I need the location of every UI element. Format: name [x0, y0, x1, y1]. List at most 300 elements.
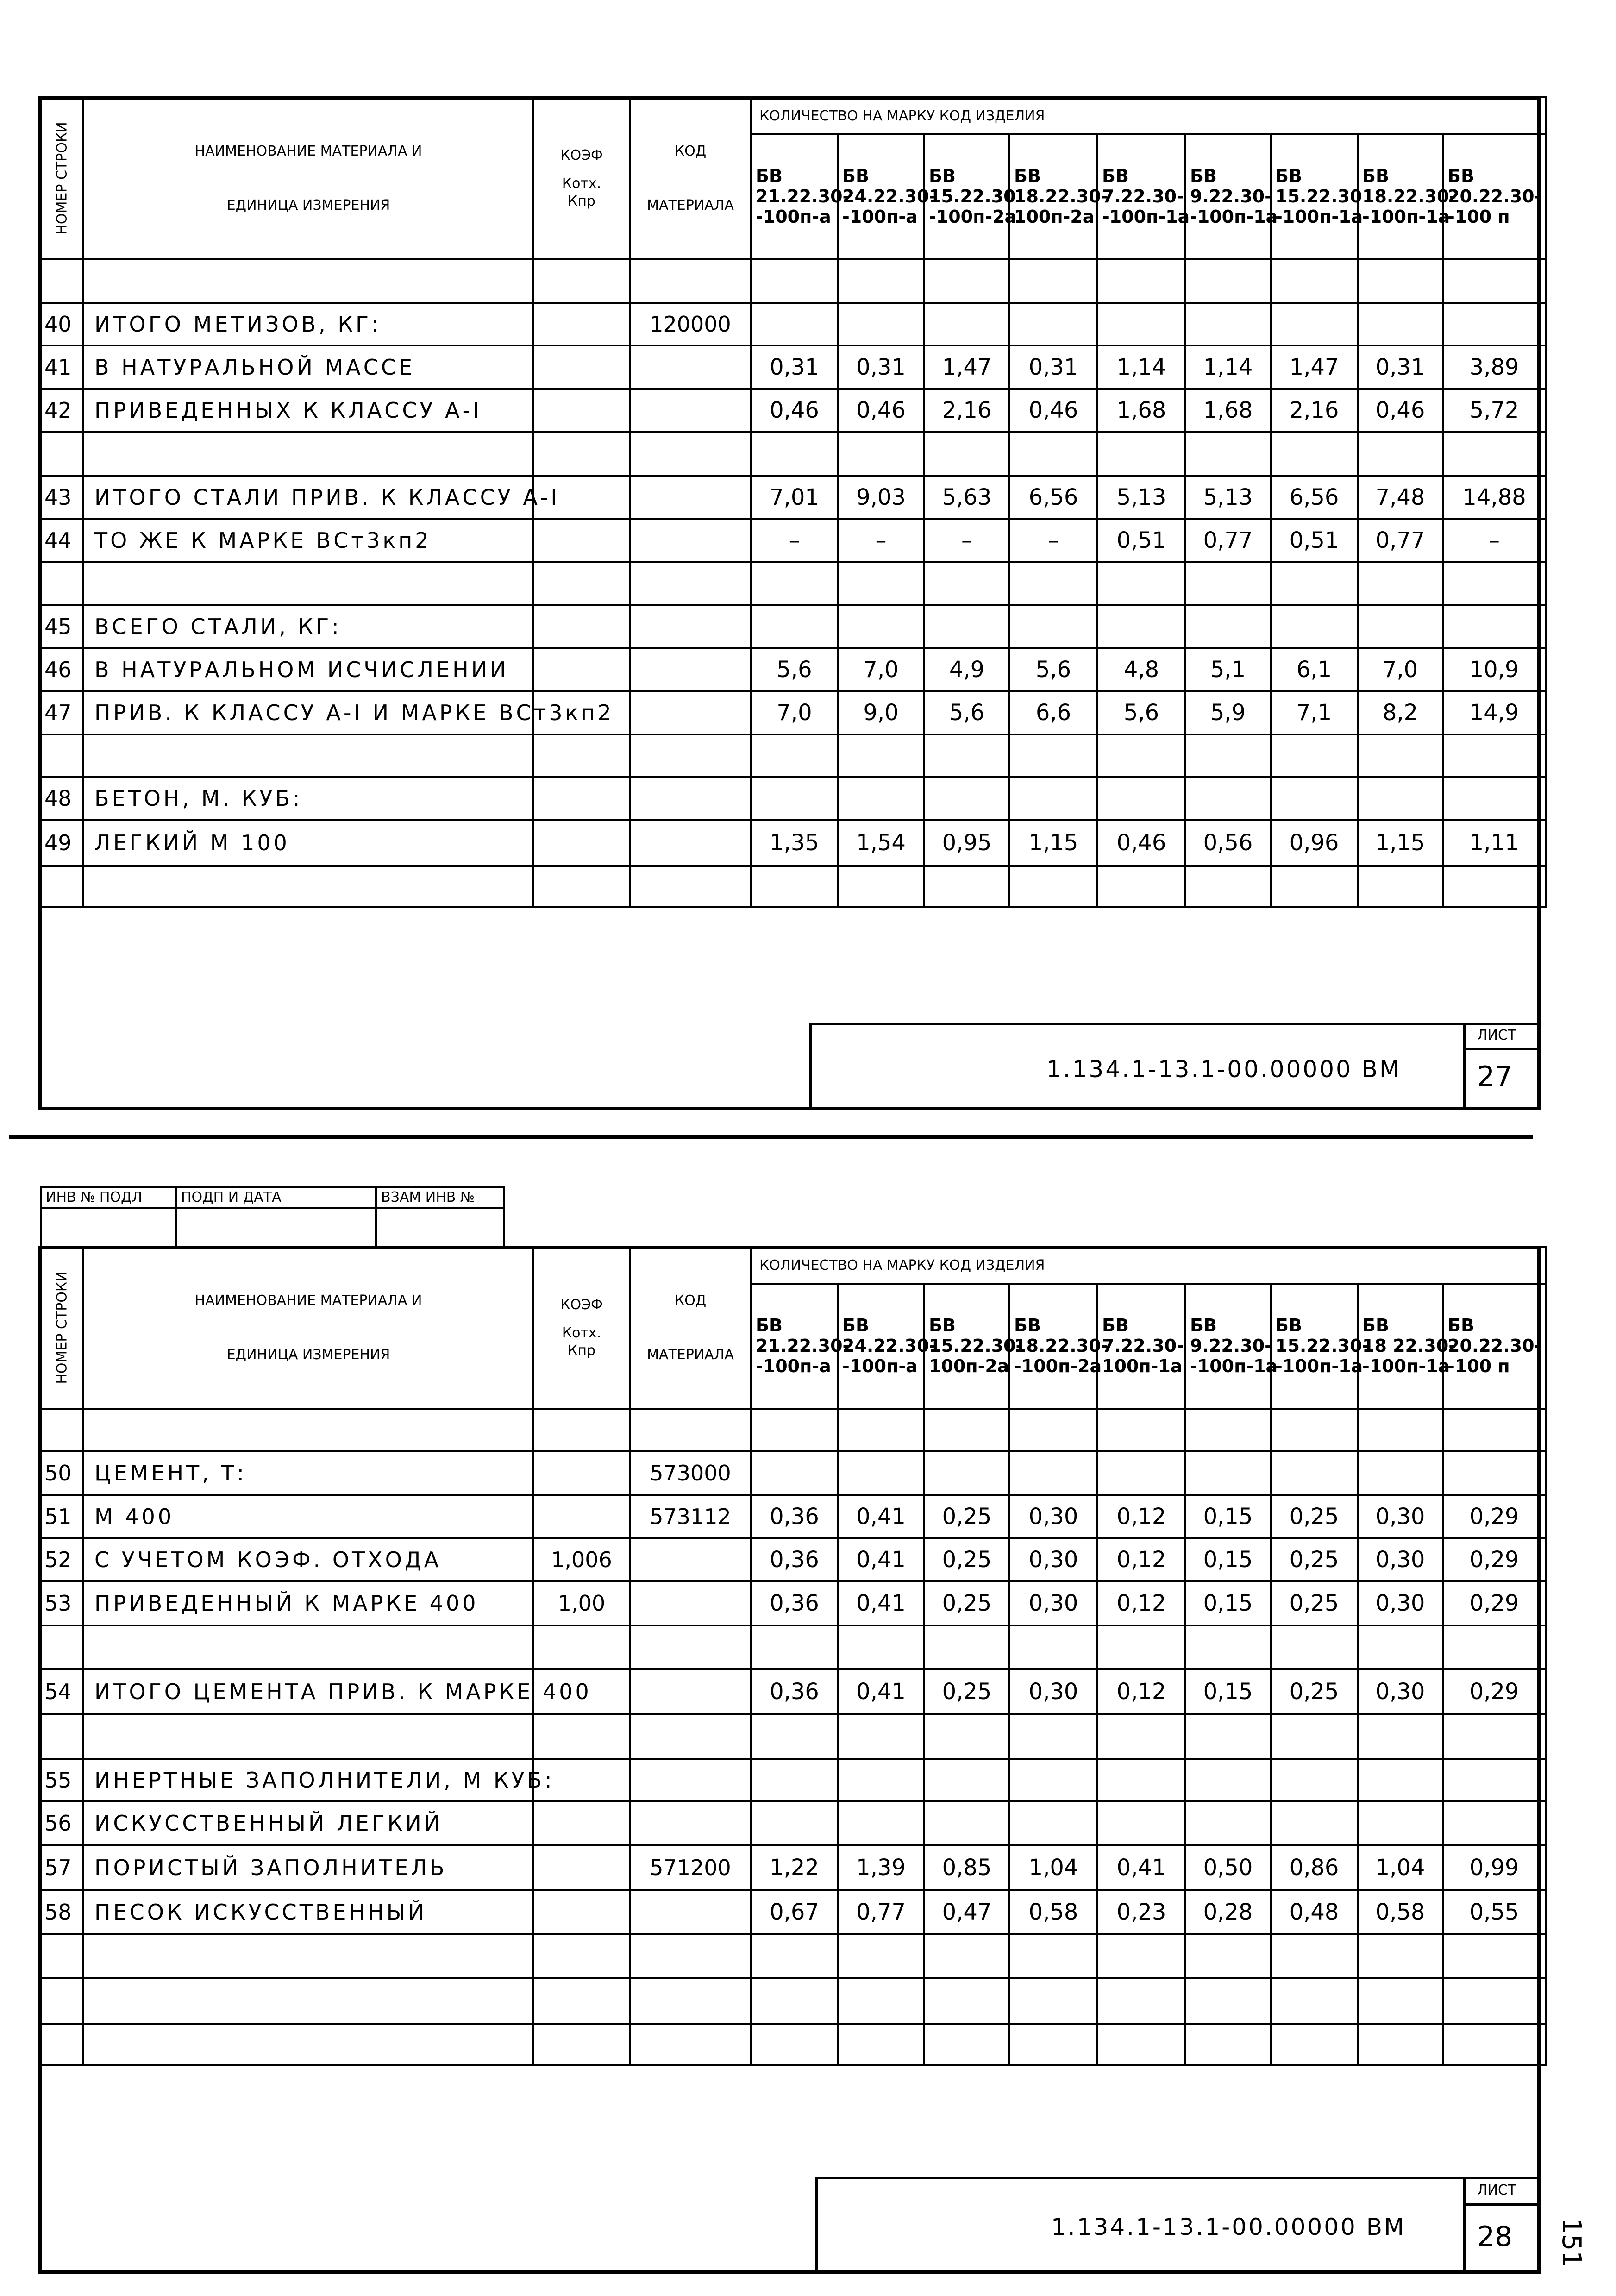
quantity-cell: 0,29 — [1443, 1581, 1546, 1625]
quantity-cell — [751, 562, 838, 605]
quantity-cell: 0,58 — [1009, 1890, 1097, 1934]
quantity-cell — [838, 1625, 924, 1669]
row-number-cell: 56 — [41, 1801, 83, 1845]
quantity-cell: 0,15 — [1185, 1669, 1271, 1714]
material-name-header: НАИМЕНОВАНИЕ МАТЕРИАЛА И ЕДИНИЦА ИЗМЕРЕНИЯ — [83, 97, 533, 259]
quantity-cell: 1,22 — [751, 1845, 838, 1890]
coefficient-header: КОЭФ Котх. Кпр — [533, 97, 630, 259]
quantity-cell — [1358, 1409, 1443, 1451]
material-code-cell — [630, 648, 751, 691]
quantity-cell — [924, 1978, 1009, 2024]
quantity-cell: 0,30 — [1358, 1495, 1443, 1538]
quantity-cell: 0,51 — [1097, 519, 1185, 562]
material-name-cell — [83, 1625, 533, 1669]
quantity-cell: 0,30 — [1009, 1538, 1097, 1581]
quantity-cell: 0,55 — [1443, 1890, 1546, 1934]
quantity-cell — [1185, 1714, 1271, 1759]
quantity-cell — [1271, 1409, 1358, 1451]
quantity-cell: 1,04 — [1009, 1845, 1097, 1890]
quantity-cell — [838, 259, 924, 303]
coefficient-cell — [533, 1934, 630, 1978]
coefficient-cell — [533, 389, 630, 432]
quantity-cell: – — [924, 519, 1009, 562]
quantity-cell — [1185, 1801, 1271, 1845]
quantity-cell — [751, 303, 838, 345]
quantity-cell — [1009, 2024, 1097, 2065]
inventory-no-cell: ИНВ № ПОДЛ — [41, 1187, 176, 1208]
sheet-28-table — [40, 1246, 1547, 2066]
quantity-cell: 9,03 — [838, 476, 924, 519]
quantity-cell: 0,31 — [838, 345, 924, 389]
quantity-cell: 5,13 — [1097, 476, 1185, 519]
product-mark-header: БВ 15.22.30 -100п-2а — [924, 134, 1009, 259]
quantity-cell: 0,96 — [1271, 820, 1358, 866]
quantity-cell: 3,89 — [1443, 345, 1546, 389]
quantity-cell — [1009, 432, 1097, 476]
quantity-cell: 0,30 — [1358, 1669, 1443, 1714]
quantity-cell: 5,6 — [1009, 648, 1097, 691]
quantity-cell: 0,85 — [924, 1845, 1009, 1890]
signature-date-cell: ПОДП И ДАТА — [176, 1187, 376, 1208]
quantity-cell — [1443, 1801, 1546, 1845]
quantity-cell — [1185, 777, 1271, 820]
quantity-cell — [751, 432, 838, 476]
coefficient-cell — [533, 2024, 630, 2065]
material-code-cell: 571200 — [630, 1845, 751, 1890]
coefficient-cell — [533, 345, 630, 389]
quantity-cell: 1,47 — [924, 345, 1009, 389]
quantity-cell: 0,46 — [751, 389, 838, 432]
quantity-cell: – — [1009, 519, 1097, 562]
quantity-cell — [1271, 1714, 1358, 1759]
quantity-cell — [751, 777, 838, 820]
material-code-cell — [630, 1581, 751, 1625]
sheet-28-document-code: 1.134.1-13.1-00.00000 ВМ — [1051, 2214, 1406, 2240]
quantity-cell — [924, 1625, 1009, 1669]
quantity-cell — [1358, 777, 1443, 820]
row-number-cell — [41, 1625, 83, 1669]
material-name-cell: ИСКУССТВЕННЫЙ ЛЕГКИЙ — [83, 1801, 533, 1845]
table-row — [41, 820, 1546, 866]
quantity-cell — [1443, 1714, 1546, 1759]
quantity-cell — [1097, 2024, 1185, 2065]
material-name-cell: ПЕСОК ИСКУССТВЕННЫЙ — [83, 1890, 533, 1934]
coefficient-cell — [533, 1845, 630, 1890]
row-number-cell: 41 — [41, 345, 83, 389]
sheet-28-number-divider — [1463, 2203, 1541, 2206]
quantity-cell: 0,41 — [838, 1669, 924, 1714]
product-mark-header: БВ 9.22.30- -100п-1а — [1185, 1284, 1271, 1409]
row-number-cell: 55 — [41, 1759, 83, 1801]
product-mark-header: БВ 15.22.30- 100п-2а — [924, 1284, 1009, 1409]
material-name-cell: ЛЕГКИЙ М 100 — [83, 820, 533, 866]
quantity-cell: 1,04 — [1358, 1845, 1443, 1890]
material-code-cell: 573112 — [630, 1495, 751, 1538]
table-row — [41, 432, 1546, 476]
quantity-cell — [838, 562, 924, 605]
material-code-cell — [630, 259, 751, 303]
quantity-cell — [751, 1978, 838, 2024]
material-name-cell — [83, 866, 533, 907]
quantity-cell — [1443, 1625, 1546, 1669]
material-code-cell — [630, 1759, 751, 1801]
quantity-cell: 7,0 — [751, 691, 838, 734]
quantity-cell — [1097, 1451, 1185, 1495]
quantity-cell — [1097, 432, 1185, 476]
quantity-cell — [1443, 1409, 1546, 1451]
coefficient-cell — [533, 648, 630, 691]
quantity-cell: 7,0 — [838, 648, 924, 691]
table-row — [41, 648, 1546, 691]
table-row — [41, 562, 1546, 605]
quantity-cell: 0,46 — [1358, 389, 1443, 432]
quantity-cell: 1,14 — [1185, 345, 1271, 389]
quantity-cell — [1271, 605, 1358, 648]
quantity-cell — [1009, 866, 1097, 907]
quantity-cell: 0,41 — [838, 1581, 924, 1625]
quantity-cell — [1185, 866, 1271, 907]
inventory-stamp — [40, 1186, 505, 1249]
quantity-cell: 1,54 — [838, 820, 924, 866]
quantity-cell — [1443, 1759, 1546, 1801]
quantity-cell — [838, 1801, 924, 1845]
quantity-cell — [1097, 1934, 1185, 1978]
row-number-cell — [41, 734, 83, 777]
table-row — [41, 605, 1546, 648]
quantity-cell — [1358, 259, 1443, 303]
quantity-cell — [1097, 777, 1185, 820]
quantity-cell: 0,12 — [1097, 1495, 1185, 1538]
quantity-cell — [924, 734, 1009, 777]
row-number-cell — [41, 562, 83, 605]
row-number-cell — [41, 2024, 83, 2065]
product-mark-header: БВ 18.22.30- -100п-2а — [1009, 1284, 1097, 1409]
quantity-cell — [1009, 1801, 1097, 1845]
material-code-cell — [630, 1538, 751, 1581]
margin-page-number: 151 — [1556, 2218, 1586, 2267]
quantity-cell — [1443, 605, 1546, 648]
quantity-cell: 1,15 — [1009, 820, 1097, 866]
quantity-cell: 0,77 — [1358, 519, 1443, 562]
quantity-cell — [924, 777, 1009, 820]
coefficient-cell — [533, 777, 630, 820]
quantity-cell: 0,56 — [1185, 820, 1271, 866]
quantity-cell: 0,67 — [751, 1890, 838, 1934]
table-row — [41, 1538, 1546, 1581]
quantity-cell: 0,30 — [1009, 1669, 1097, 1714]
quantity-cell: 0,29 — [1443, 1669, 1546, 1714]
sheet-28-label: ЛИСТ — [1477, 2182, 1516, 2198]
quantity-cell: 0,58 — [1358, 1890, 1443, 1934]
quantity-cell — [1009, 734, 1097, 777]
quantity-cell — [924, 562, 1009, 605]
quantity-cell — [1009, 259, 1097, 303]
quantity-cell — [1097, 1759, 1185, 1801]
sheet-27-number-divider — [1463, 1048, 1541, 1050]
material-name-cell: М 400 — [83, 1495, 533, 1538]
product-mark-header: БВ 15.22.30- -100п-1а — [1271, 1284, 1358, 1409]
quantity-cell — [1271, 1801, 1358, 1845]
row-number-cell: 49 — [41, 820, 83, 866]
material-code-cell — [630, 1890, 751, 1934]
quantity-cell: 0,15 — [1185, 1581, 1271, 1625]
quantity-cell — [924, 2024, 1009, 2065]
quantity-cell — [1097, 562, 1185, 605]
quantity-cell — [1271, 562, 1358, 605]
quantity-cell — [1358, 1714, 1443, 1759]
table-row — [41, 259, 1546, 303]
quantity-cell: 2,16 — [1271, 389, 1358, 432]
material-name-cell — [83, 1714, 533, 1759]
product-mark-header: БВ 7.22.30- -100п-1а — [1097, 134, 1185, 259]
material-code-header: КОД МАТЕРИАЛА — [630, 1247, 751, 1409]
quantity-cell: – — [838, 519, 924, 562]
quantity-cell: 0,30 — [1358, 1538, 1443, 1581]
coefficient-cell — [533, 1714, 630, 1759]
coefficient-cell — [533, 820, 630, 866]
coefficient-cell — [533, 605, 630, 648]
quantity-cell: 0,36 — [751, 1669, 838, 1714]
quantity-cell — [1009, 1451, 1097, 1495]
material-name-cell: В НАТУРАЛЬНОЙ МАССЕ — [83, 345, 533, 389]
table-row — [41, 1409, 1546, 1451]
table-row — [41, 519, 1546, 562]
sheet-27-document-code: 1.134.1-13.1-00.00000 ВМ — [1046, 1056, 1402, 1083]
quantity-cell: 0,25 — [1271, 1538, 1358, 1581]
quantity-cell — [924, 1759, 1009, 1801]
material-name-cell: БЕТОН, М. КУБ: — [83, 777, 533, 820]
material-code-cell — [630, 519, 751, 562]
material-name-cell — [83, 1409, 533, 1451]
quantity-cell — [1358, 1934, 1443, 1978]
material-name-cell: ИТОГО СТАЛИ ПРИВ. К КЛАССУ А-I — [83, 476, 533, 519]
quantity-cell — [751, 866, 838, 907]
quantity-cell — [1009, 1978, 1097, 2024]
quantity-cell — [838, 734, 924, 777]
product-mark-header: БВ 21.22.30- -100п-а — [751, 134, 838, 259]
quantity-cell — [1097, 866, 1185, 907]
quantity-cell — [838, 1934, 924, 1978]
quantity-cell — [838, 777, 924, 820]
quantity-cell — [924, 866, 1009, 907]
table-row — [41, 476, 1546, 519]
sheet-27-label: ЛИСТ — [1477, 1027, 1516, 1043]
material-code-cell — [630, 605, 751, 648]
table-row — [41, 1625, 1546, 1669]
material-code-cell — [630, 562, 751, 605]
quantity-cell: 0,77 — [1185, 519, 1271, 562]
coefficient-cell — [533, 432, 630, 476]
quantity-cell — [924, 1934, 1009, 1978]
row-number-cell: 40 — [41, 303, 83, 345]
quantity-cell — [1271, 1934, 1358, 1978]
material-name-cell: ИТОГО МЕТИЗОВ, КГ: — [83, 303, 533, 345]
quantity-cell — [1009, 777, 1097, 820]
quantity-cell: 6,56 — [1009, 476, 1097, 519]
material-code-cell — [630, 389, 751, 432]
table-row — [41, 1978, 1546, 2024]
quantity-cell: 5,6 — [751, 648, 838, 691]
row-number-cell: 47 — [41, 691, 83, 734]
material-code-cell — [630, 432, 751, 476]
material-code-cell — [630, 820, 751, 866]
quantity-cell — [1271, 1759, 1358, 1801]
material-code-cell — [630, 1625, 751, 1669]
quantity-cell: 9,0 — [838, 691, 924, 734]
quantity-cell — [1185, 1451, 1271, 1495]
quantity-cell: 1,47 — [1271, 345, 1358, 389]
quantity-cell — [1443, 734, 1546, 777]
quantity-cell: 0,41 — [838, 1538, 924, 1581]
quantity-cell: 5,9 — [1185, 691, 1271, 734]
quantity-cell — [1271, 2024, 1358, 2065]
product-mark-header: БВ 18 22.30- -100п-1а — [1358, 1284, 1443, 1409]
quantity-cell — [924, 259, 1009, 303]
quantity-cell — [924, 303, 1009, 345]
quantity-cell — [1185, 734, 1271, 777]
quantity-cell — [1097, 1978, 1185, 2024]
material-code-cell: 573000 — [630, 1451, 751, 1495]
row-number-cell — [41, 432, 83, 476]
table-row — [41, 1669, 1546, 1714]
quantity-cell — [924, 1451, 1009, 1495]
material-name-cell: ТО ЖЕ К МАРКЕ ВСт3кп2 — [83, 519, 533, 562]
quantity-cell — [1185, 1625, 1271, 1669]
quantity-cell: 1,11 — [1443, 820, 1546, 866]
quantity-cell: 2,16 — [924, 389, 1009, 432]
material-name-cell: ПРИВЕДЕННЫЙ К МАРКЕ 400 — [83, 1581, 533, 1625]
table-row — [41, 777, 1546, 820]
coefficient-cell: 1,00 — [533, 1581, 630, 1625]
coefficient-cell — [533, 1978, 630, 2024]
quantity-cell: 0,31 — [1009, 345, 1097, 389]
row-number-cell: 53 — [41, 1581, 83, 1625]
quantity-cell: 4,9 — [924, 648, 1009, 691]
quantity-cell — [838, 605, 924, 648]
material-code-cell — [630, 734, 751, 777]
quantity-cell — [1185, 1978, 1271, 2024]
quantity-cell: 0,29 — [1443, 1538, 1546, 1581]
quantity-cell: 0,36 — [751, 1495, 838, 1538]
quantity-cell — [1009, 1625, 1097, 1669]
table-row — [41, 1845, 1546, 1890]
quantity-cell: 0,31 — [751, 345, 838, 389]
quantity-cell: 0,31 — [1358, 345, 1443, 389]
quantity-cell: 0,25 — [1271, 1581, 1358, 1625]
quantity-cell: 0,29 — [1443, 1495, 1546, 1538]
quantity-cell: 1,15 — [1358, 820, 1443, 866]
material-name-cell — [83, 734, 533, 777]
quantity-cell: 1,39 — [838, 1845, 924, 1890]
coefficient-cell — [533, 866, 630, 907]
quantity-cell: 14,9 — [1443, 691, 1546, 734]
quantity-cell: 6,1 — [1271, 648, 1358, 691]
table-row — [41, 691, 1546, 734]
quantity-cell — [924, 1714, 1009, 1759]
quantity-cell — [1185, 562, 1271, 605]
quantity-cell — [1185, 605, 1271, 648]
material-code-header: КОД МАТЕРИАЛА — [630, 97, 751, 259]
quantity-cell: 0,46 — [1097, 820, 1185, 866]
quantity-cell — [1358, 1801, 1443, 1845]
product-mark-header: БВ 24.22.30- -100п-а — [838, 134, 924, 259]
quantity-cell — [1443, 1978, 1546, 2024]
quantity-cell — [1185, 1759, 1271, 1801]
row-number-cell: 57 — [41, 1845, 83, 1890]
table-row — [41, 303, 1546, 345]
coefficient-cell — [533, 1801, 630, 1845]
quantity-cell: 0,15 — [1185, 1538, 1271, 1581]
coefficient-cell: 1,006 — [533, 1538, 630, 1581]
quantity-cell: 0,77 — [838, 1890, 924, 1934]
row-number-cell: 44 — [41, 519, 83, 562]
material-name-cell — [83, 432, 533, 476]
quantity-cell — [751, 1759, 838, 1801]
material-name-header: НАИМЕНОВАНИЕ МАТЕРИАЛА И ЕДИНИЦА ИЗМЕРЕНИЯ — [83, 1247, 533, 1409]
quantity-cell: 0,86 — [1271, 1845, 1358, 1890]
quantity-cell — [1443, 866, 1546, 907]
quantity-cell — [1185, 303, 1271, 345]
quantity-cell — [1271, 1625, 1358, 1669]
table-row — [41, 1495, 1546, 1538]
quantity-cell: 5,72 — [1443, 389, 1546, 432]
quantity-cell: 0,25 — [1271, 1669, 1358, 1714]
row-number-cell: 54 — [41, 1669, 83, 1714]
coefficient-cell — [533, 259, 630, 303]
row-number-cell — [41, 866, 83, 907]
coefficient-cell — [533, 303, 630, 345]
row-number-cell — [41, 259, 83, 303]
quantity-cell — [1185, 432, 1271, 476]
product-mark-header: БВ 18.22.30- -100п-1а — [1358, 134, 1443, 259]
coefficient-cell — [533, 1451, 630, 1495]
material-name-cell — [83, 562, 533, 605]
quantity-cell: 0,30 — [1009, 1495, 1097, 1538]
row-number-header: НОМЕР СТРОКИ — [41, 97, 83, 259]
quantity-cell — [1271, 1451, 1358, 1495]
quantity-cell: 7,01 — [751, 476, 838, 519]
quantity-cell — [1271, 259, 1358, 303]
product-mark-header: БВ 18.22.30- 100п-2а — [1009, 134, 1097, 259]
quantity-cell — [751, 2024, 838, 2065]
quantity-cell — [1358, 2024, 1443, 2065]
quantity-cell — [1358, 1625, 1443, 1669]
coefficient-cell — [533, 1625, 630, 1669]
quantity-cell — [1358, 1978, 1443, 2024]
coefficient-cell — [533, 519, 630, 562]
material-code-cell — [630, 691, 751, 734]
quantity-cell — [1271, 734, 1358, 777]
quantity-cell — [1443, 1934, 1546, 1978]
quantity-cell: 0,51 — [1271, 519, 1358, 562]
material-name-cell: С УЧЕТОМ КОЭФ. ОТХОДА — [83, 1538, 533, 1581]
quantity-cell — [751, 734, 838, 777]
coefficient-cell — [533, 1890, 630, 1934]
row-number-cell: 48 — [41, 777, 83, 820]
material-code-cell — [630, 1934, 751, 1978]
quantity-cell — [1358, 303, 1443, 345]
quantity-cell: 0,25 — [924, 1495, 1009, 1538]
quantity-cell — [838, 432, 924, 476]
quantity-cell — [1185, 1934, 1271, 1978]
quantity-cell: 1,14 — [1097, 345, 1185, 389]
quantity-cell: 0,25 — [924, 1538, 1009, 1581]
material-name-cell — [83, 1934, 533, 1978]
material-code-cell — [630, 1669, 751, 1714]
quantity-cell: – — [751, 519, 838, 562]
product-mark-header: БВ 15.22.30 -100п-1а — [1271, 134, 1358, 259]
quantity-cell — [1009, 303, 1097, 345]
